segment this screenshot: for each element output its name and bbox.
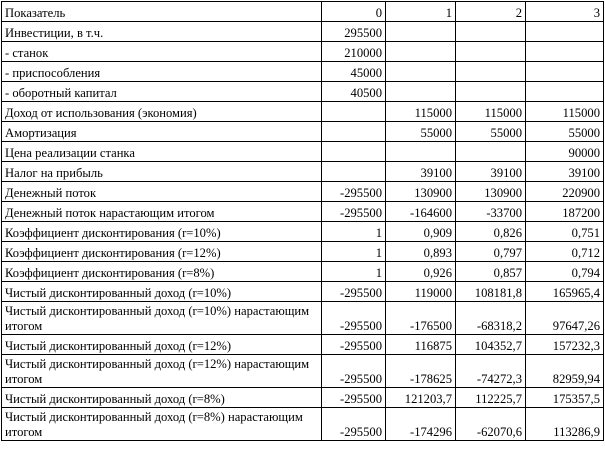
value-cell-year-2: 0,857	[456, 262, 526, 282]
value-cell-year-2: 39100	[456, 162, 526, 182]
value-cell-year-0: 1	[322, 262, 386, 282]
value-cell-year-3	[526, 82, 604, 102]
row-label-cell: Инвестиции, в т.ч.	[2, 22, 322, 42]
value-cell-year-1: 130900	[386, 182, 456, 202]
value-cell-year-0: 45000	[322, 62, 386, 82]
value-cell-year-0: 1	[322, 242, 386, 262]
value-cell-year-1: 55000	[386, 122, 456, 142]
value-cell-year-2: 104352,7	[456, 335, 526, 355]
value-cell-year-1	[386, 82, 456, 102]
value-cell-year-2: 0,826	[456, 222, 526, 242]
value-cell-year-3: 97647,26	[526, 302, 604, 335]
table-row	[2, 335, 604, 355]
value-cell-year-2: 55000	[456, 122, 526, 142]
value-cell-year-3: 175357,5	[526, 388, 604, 408]
value-cell-year-3	[526, 62, 604, 82]
value-cell-year-2: 115000	[456, 102, 526, 122]
table-row	[2, 22, 604, 42]
value-cell-year-0: -295500	[322, 302, 386, 335]
row-label-cell: Цена реализации станка	[2, 142, 322, 162]
value-cell-year-3	[526, 42, 604, 62]
value-cell-year-3: 82959,94	[526, 355, 604, 388]
value-cell-year-0: 295500	[322, 22, 386, 42]
value-cell-year-2: 112225,7	[456, 388, 526, 408]
row-label-cell: Чистый дисконтированный доход (r=12%)	[2, 335, 322, 355]
value-cell-year-0: -295500	[322, 202, 386, 222]
table-row	[2, 282, 604, 302]
row-label-cell: Амортизация	[2, 122, 322, 142]
value-cell-year-0: -295500	[322, 408, 386, 441]
table-row	[2, 82, 604, 102]
row-label-cell: - оборотный капитал	[2, 82, 322, 102]
value-cell-year-0	[322, 162, 386, 182]
table-row	[2, 62, 604, 82]
value-cell-year-2: -33700	[456, 202, 526, 222]
value-cell-year-1: 0,909	[386, 222, 456, 242]
value-cell-year-1: 119000	[386, 282, 456, 302]
value-cell-year-2	[456, 62, 526, 82]
table-row	[2, 122, 604, 142]
value-cell-year-1: 0,893	[386, 242, 456, 262]
row-label-cell: - приспособления	[2, 62, 322, 82]
value-cell-year-0	[322, 142, 386, 162]
value-cell-year-2: -62070,6	[456, 408, 526, 441]
row-label-cell: Налог на прибыль	[2, 162, 322, 182]
row-label-cell: Чистый дисконтированный доход (r=10%) нарастающим итогом	[2, 302, 322, 335]
table-row	[2, 142, 604, 162]
row-label-cell: Доход от использования (экономия)	[2, 102, 322, 122]
table-row	[2, 42, 604, 62]
value-cell-year-1: 0,926	[386, 262, 456, 282]
value-cell-year-3: 113286,9	[526, 408, 604, 441]
table-row	[2, 162, 604, 182]
row-label-cell: Коэффициент дисконтирования (r=12%)	[2, 242, 322, 262]
table-row	[2, 102, 604, 122]
row-label-cell: - станок	[2, 42, 322, 62]
header-cell-year-3: 3	[526, 2, 604, 22]
value-cell-year-3: 39100	[526, 162, 604, 182]
value-cell-year-1: -178625	[386, 355, 456, 388]
value-cell-year-3: 115000	[526, 102, 604, 122]
value-cell-year-2: 108181,8	[456, 282, 526, 302]
table-row	[2, 408, 604, 441]
value-cell-year-3: 0,712	[526, 242, 604, 262]
value-cell-year-1: 115000	[386, 102, 456, 122]
value-cell-year-0	[322, 122, 386, 142]
value-cell-year-2	[456, 82, 526, 102]
value-cell-year-1	[386, 42, 456, 62]
value-cell-year-2	[456, 142, 526, 162]
value-cell-year-2: 0,797	[456, 242, 526, 262]
value-cell-year-3: 55000	[526, 122, 604, 142]
value-cell-year-3: 165965,4	[526, 282, 604, 302]
value-cell-year-3: 90000	[526, 142, 604, 162]
table-row	[2, 202, 604, 222]
value-cell-year-1: 39100	[386, 162, 456, 182]
table-row	[2, 182, 604, 202]
value-cell-year-1: -174296	[386, 408, 456, 441]
row-label-cell: Денежный поток	[2, 182, 322, 202]
row-label-cell: Чистый дисконтированный доход (r=8%) нарастающим итогом	[2, 408, 322, 441]
value-cell-year-1: 121203,7	[386, 388, 456, 408]
value-cell-year-3: 187200	[526, 202, 604, 222]
table-row	[2, 388, 604, 408]
row-label-cell: Чистый дисконтированный доход (r=12%) нарастающим итогом	[2, 355, 322, 388]
table-row	[2, 222, 604, 242]
row-label-cell: Денежный поток нарастающим итогом	[2, 202, 322, 222]
value-cell-year-1	[386, 62, 456, 82]
value-cell-year-0: -295500	[322, 182, 386, 202]
row-label-cell: Коэффициент дисконтирования (r=8%)	[2, 262, 322, 282]
row-label-cell: Чистый дисконтированный доход (r=10%)	[2, 282, 322, 302]
value-cell-year-3: 0,794	[526, 262, 604, 282]
value-cell-year-2	[456, 42, 526, 62]
header-cell-year-2: 2	[456, 2, 526, 22]
value-cell-year-1	[386, 142, 456, 162]
value-cell-year-3	[526, 22, 604, 42]
header-cell-year-1: 1	[386, 2, 456, 22]
header-row	[2, 2, 604, 22]
table-row	[2, 242, 604, 262]
value-cell-year-0: -295500	[322, 355, 386, 388]
value-cell-year-0: 1	[322, 222, 386, 242]
row-label-cell: Чистый дисконтированный доход (r=8%)	[2, 388, 322, 408]
value-cell-year-0: -295500	[322, 282, 386, 302]
value-cell-year-3: 157232,3	[526, 335, 604, 355]
value-cell-year-1: -176500	[386, 302, 456, 335]
value-cell-year-0: -295500	[322, 388, 386, 408]
value-cell-year-1: -164600	[386, 202, 456, 222]
value-cell-year-0: 40500	[322, 82, 386, 102]
value-cell-year-3: 220900	[526, 182, 604, 202]
value-cell-year-0	[322, 102, 386, 122]
value-cell-year-2	[456, 22, 526, 42]
value-cell-year-0: -295500	[322, 335, 386, 355]
value-cell-year-1	[386, 22, 456, 42]
value-cell-year-2: -68318,2	[456, 302, 526, 335]
header-cell-year-0: 0	[322, 2, 386, 22]
financial-table	[1, 1, 604, 441]
table-row	[2, 355, 604, 388]
header-cell-indicator: Показатель	[2, 2, 322, 22]
table-row	[2, 262, 604, 282]
value-cell-year-2: -74272,3	[456, 355, 526, 388]
row-label-cell: Коэффициент дисконтирования (r=10%)	[2, 222, 322, 242]
value-cell-year-3: 0,751	[526, 222, 604, 242]
table-row	[2, 302, 604, 335]
value-cell-year-2: 130900	[456, 182, 526, 202]
value-cell-year-1: 116875	[386, 335, 456, 355]
value-cell-year-0: 210000	[322, 42, 386, 62]
